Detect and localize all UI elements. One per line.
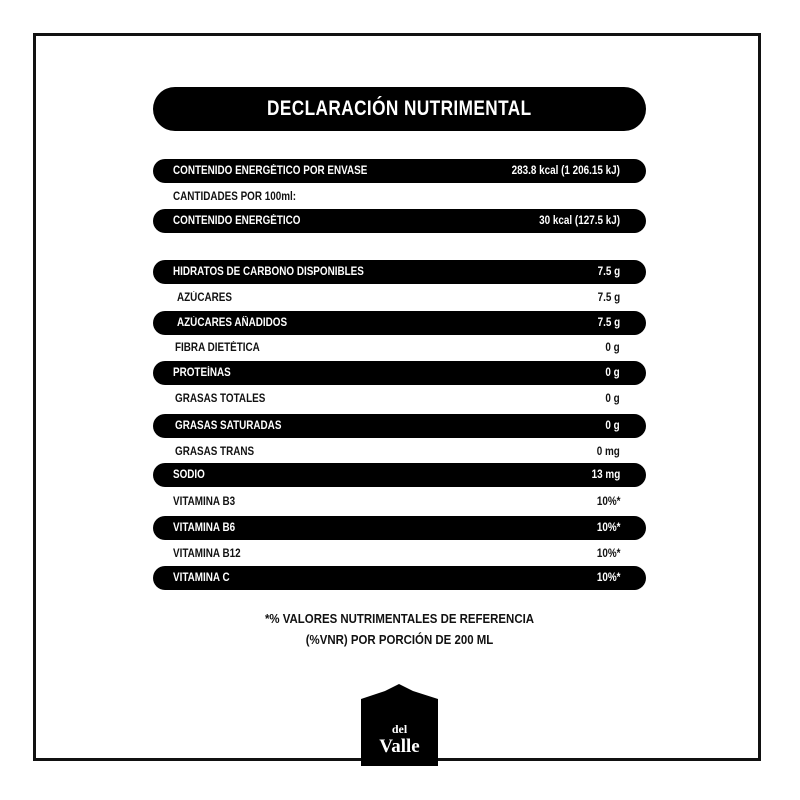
row-label: CANTIDADES POR 100ml: [173,191,297,203]
row-label: GRASAS SATURADAS [175,420,282,432]
row-value: 0 g [605,367,620,379]
row-label: HIDRATOS DE CARBONO DISPONIBLES [173,266,364,278]
footnote-line-1: *% VALORES NUTRIMENTALES DE REFERENCIA [264,611,535,626]
row-sodium [153,463,646,487]
row-label: VITAMINA B6 [173,522,236,534]
row-fiber [153,336,646,360]
row-label: GRASAS TRANS [175,446,255,458]
nutrition-title [153,87,646,131]
row-label: FIBRA DIETÉTICA [175,342,260,354]
row-value: 30 kcal (127.5 kJ) [539,215,620,227]
row-per-100ml [153,185,646,209]
row-label: GRASAS TOTALES [175,393,266,405]
row-carbohydrates [153,260,646,284]
row-value: 283.8 kcal (1 206.15 kJ) [511,165,620,177]
row-label: VITAMINA B3 [173,496,236,508]
row-energy [153,209,646,233]
row-proteins [153,361,646,385]
row-label: AZÚCARES AÑADIDOS [177,317,288,329]
row-label: PROTEÍNAS [173,367,231,379]
row-sugars [153,286,646,310]
row-value: 0 g [605,342,620,354]
row-label: SODIO [173,469,205,481]
footnote-line-2: (%VNR) POR PORCIÓN DE 200 ML [305,632,494,647]
row-value: 0 g [605,393,620,405]
row-total-fat [153,387,646,411]
row-value: 10%* [596,496,620,508]
row-value: 7.5 g [597,266,620,278]
vnr-footnote [153,608,646,650]
row-label: CONTENIDO ENERGÉTICO POR ENVASE [173,165,368,177]
row-value: 0 mg [596,446,620,458]
row-added-sugars [153,311,646,335]
row-vitamin-c [153,566,646,590]
row-value: 7.5 g [597,317,620,329]
logo-text-valle: Valle [379,736,420,757]
del-valle-logo-icon [361,681,438,766]
logo-text-del: del [391,722,408,736]
row-vitamin-b6 [153,516,646,540]
row-vitamin-b12 [153,542,646,566]
row-saturated-fat [153,414,646,438]
row-label: VITAMINA C [173,572,230,584]
row-vitamin-b3 [153,490,646,514]
row-value: 10%* [596,522,620,534]
row-trans-fat [153,440,646,464]
row-label: VITAMINA B12 [173,548,241,560]
nutrition-title-text: DECLARACIÓN NUTRIMENTAL [267,97,532,120]
row-value: 7.5 g [597,292,620,304]
row-value: 10%* [596,548,620,560]
row-label: AZÚCARES [177,292,232,304]
row-energy-per-container [153,159,646,183]
row-value: 10%* [596,572,620,584]
row-value: 0 g [605,420,620,432]
row-label: CONTENIDO ENERGÉTICO [173,215,301,227]
row-value: 13 mg [591,469,620,481]
